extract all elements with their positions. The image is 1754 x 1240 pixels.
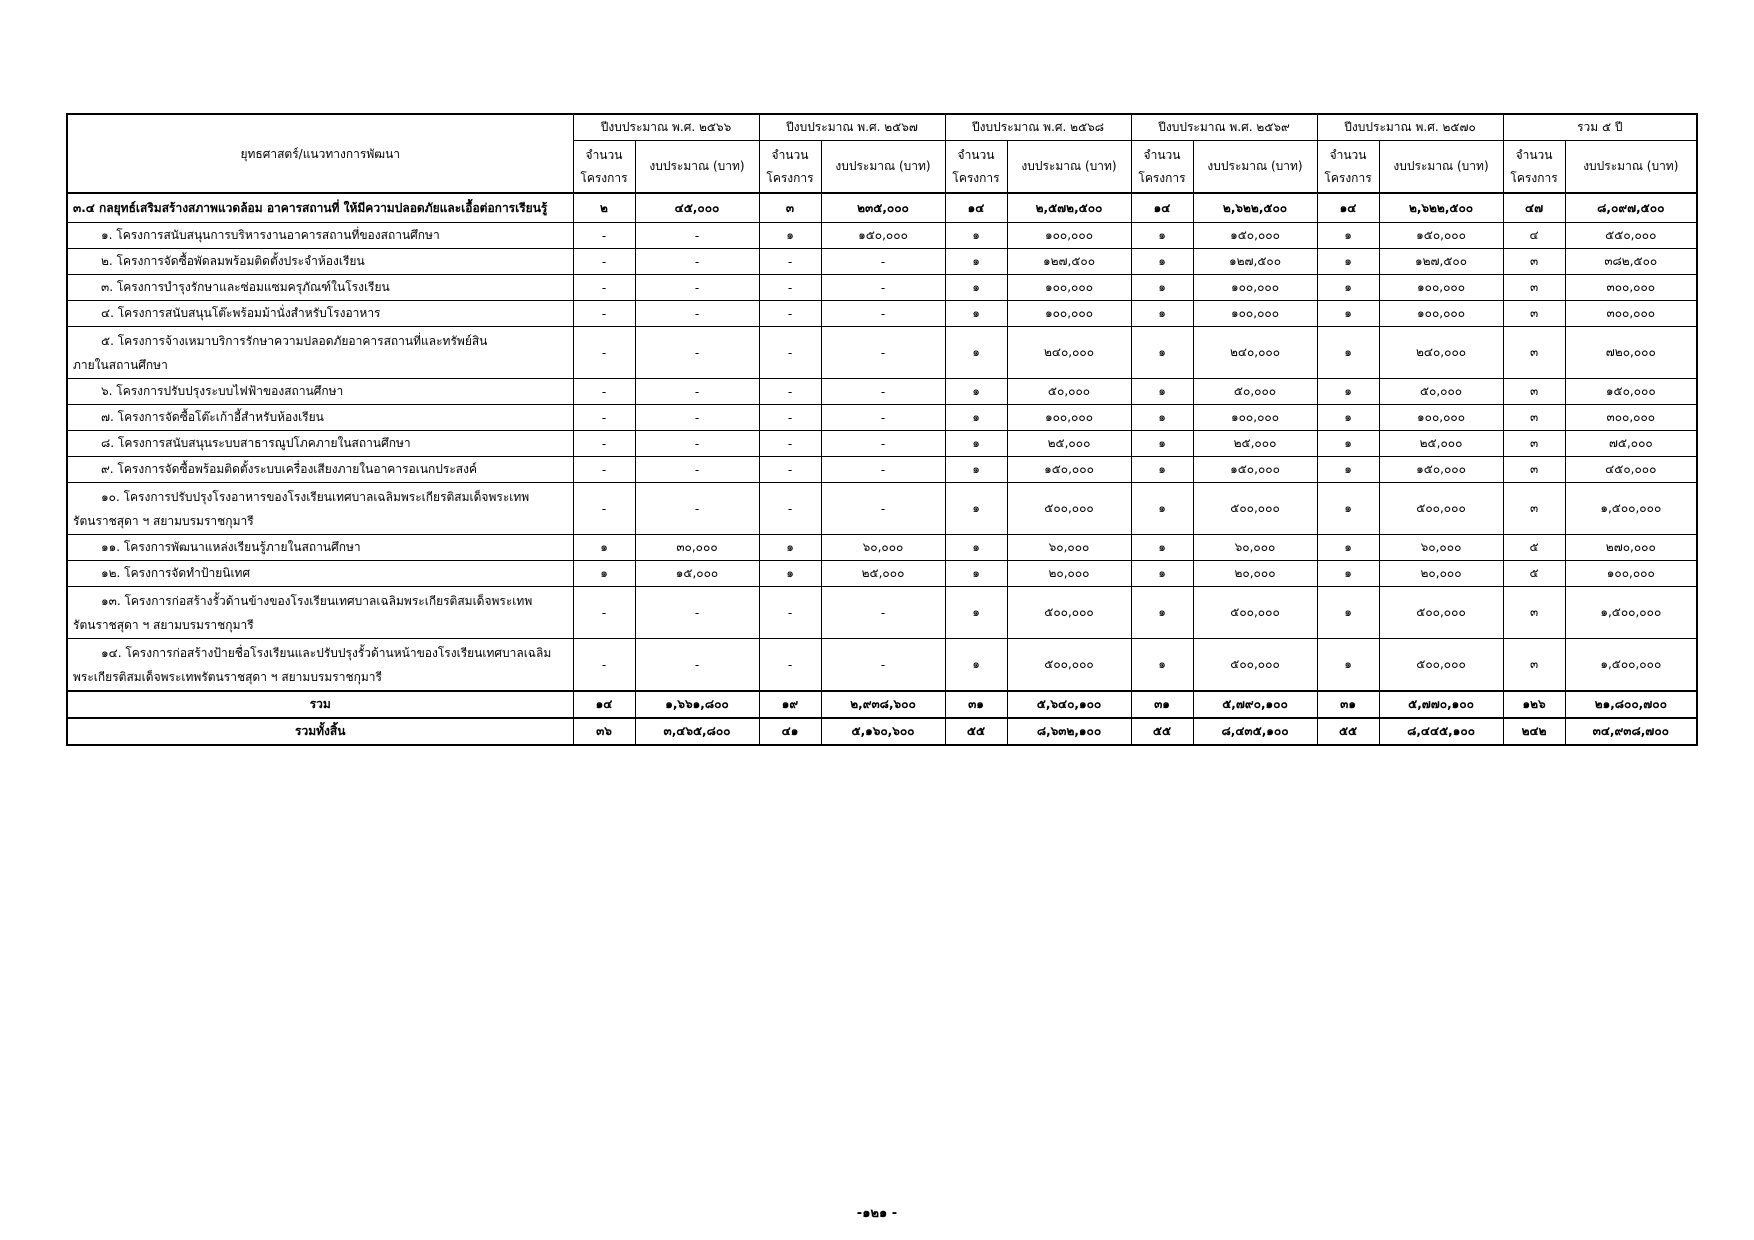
year-header: ปีงบประมาณ พ.ศ. ๒๕๗๐ — [1317, 114, 1503, 141]
project-count-cell: ๑๔ — [1131, 193, 1193, 223]
strategy-row — [67, 193, 1697, 223]
budget-cell: ๕๐,๐๐๐ — [1379, 379, 1503, 405]
project-count-cell: ๑๔ — [573, 691, 635, 718]
budget-cell: ๖๐,๐๐๐ — [1193, 535, 1317, 561]
project-count-cell: ๑ — [1131, 483, 1193, 535]
row-label — [67, 405, 573, 431]
budget-cell: ๓๐๐,๐๐๐ — [1565, 301, 1697, 327]
row-label-line2: รัตนราชสุดา ฯ สยามบรมราชกุมารี — [73, 617, 254, 632]
project-count-cell: ๑ — [1317, 249, 1379, 275]
budget-cell: - — [821, 483, 945, 535]
budget-cell: ๓๘๒,๕๐๐ — [1565, 249, 1697, 275]
project-count-cell: - — [573, 431, 635, 457]
project-count-cell: ๑ — [945, 327, 1007, 379]
project-row — [67, 457, 1697, 483]
budget-cell: - — [635, 301, 759, 327]
budget-cell: ๒,๙๓๘,๖๐๐ — [821, 691, 945, 718]
project-count-cell: ๓ — [759, 193, 821, 223]
budget-cell: ๒๗๐,๐๐๐ — [1565, 535, 1697, 561]
budget-cell: - — [821, 275, 945, 301]
budget-cell: ๑๕๐,๐๐๐ — [1193, 223, 1317, 249]
total-5-years-header: รวม ๕ ปี — [1503, 114, 1697, 141]
project-count-cell: ๑ — [945, 379, 1007, 405]
project-count-cell: ๓ — [1503, 431, 1565, 457]
project-count-cell: ๑ — [1131, 561, 1193, 587]
count-header — [759, 141, 821, 194]
budget-cell: ๓๔,๙๓๘,๗๐๐ — [1565, 718, 1697, 745]
project-row — [67, 275, 1697, 301]
project-count-cell: ๔ — [1503, 223, 1565, 249]
project-count-cell: - — [759, 457, 821, 483]
project-count-cell: ๓ — [1503, 249, 1565, 275]
budget-cell: ๔๕,๐๐๐ — [635, 193, 759, 223]
project-count-cell: - — [759, 379, 821, 405]
project-count-cell: ๓ — [1503, 379, 1565, 405]
row-label — [67, 379, 573, 405]
count-header-line2: โครงการ — [952, 170, 1000, 185]
row-label — [67, 193, 573, 223]
budget-cell: ๔๕๐,๐๐๐ — [1565, 457, 1697, 483]
project-count-cell: - — [573, 275, 635, 301]
budget-cell: ๑๐๐,๐๐๐ — [1193, 405, 1317, 431]
project-count-cell: ๓ — [1503, 457, 1565, 483]
project-count-cell: - — [573, 457, 635, 483]
project-count-cell: - — [573, 587, 635, 639]
row-label-text: ๑. โครงการสนับสนุนการบริหารงานอาคารสถานที่ของสถานศึกษา — [101, 228, 440, 242]
budget-cell: ๕๐๐,๐๐๐ — [1007, 587, 1131, 639]
project-count-cell: - — [573, 379, 635, 405]
row-label — [67, 249, 573, 275]
project-count-cell: - — [573, 639, 635, 692]
budget-cell: ๑๐๐,๐๐๐ — [1379, 405, 1503, 431]
budget-header: งบประมาณ (บาท) — [1565, 141, 1697, 194]
project-count-cell: ๑ — [945, 249, 1007, 275]
project-count-cell: ๑ — [945, 301, 1007, 327]
budget-cell: - — [635, 327, 759, 379]
project-count-cell: ๑ — [945, 535, 1007, 561]
budget-cell: - — [635, 223, 759, 249]
budget-cell: - — [821, 405, 945, 431]
budget-cell: - — [821, 639, 945, 692]
budget-cell: ๒,๖๒๒,๕๐๐ — [1379, 193, 1503, 223]
count-header-line1: จำนวน — [585, 147, 623, 162]
budget-cell: - — [635, 483, 759, 535]
project-count-cell: ๑ — [945, 639, 1007, 692]
project-count-cell: - — [573, 483, 635, 535]
budget-cell: ๑,๕๐๐,๐๐๐ — [1565, 587, 1697, 639]
project-count-cell: ๓ — [1503, 483, 1565, 535]
project-count-cell: ๑ — [1131, 535, 1193, 561]
budget-cell: ๕,๗๙๐,๑๐๐ — [1193, 691, 1317, 718]
count-header-line2: โครงการ — [580, 170, 628, 185]
budget-cell: ๑๒๗,๕๐๐ — [1007, 249, 1131, 275]
budget-cell: ๑๐๐,๐๐๐ — [1007, 405, 1131, 431]
row-label-text: รวมทั้งสิ้น — [295, 724, 346, 738]
count-header — [573, 141, 635, 194]
project-count-cell: ๑ — [1131, 223, 1193, 249]
project-count-cell: ๑ — [759, 561, 821, 587]
project-count-cell: ๓ — [1503, 275, 1565, 301]
project-count-cell: ๑ — [945, 223, 1007, 249]
budget-cell: ๑๐๐,๐๐๐ — [1379, 275, 1503, 301]
budget-cell: - — [821, 587, 945, 639]
project-count-cell: - — [573, 301, 635, 327]
budget-cell: ๑,๕๐๐,๐๐๐ — [1565, 483, 1697, 535]
budget-cell: ๓๐๐,๐๐๐ — [1565, 405, 1697, 431]
budget-cell: ๒,๖๒๒,๕๐๐ — [1193, 193, 1317, 223]
project-count-cell: ๔๑ — [759, 718, 821, 745]
year-header: ปีงบประมาณ พ.ศ. ๒๕๖๘ — [945, 114, 1131, 141]
row-label — [67, 483, 573, 535]
project-row — [67, 431, 1697, 457]
project-row — [67, 483, 1697, 535]
budget-cell: ๕๐๐,๐๐๐ — [1007, 639, 1131, 692]
project-count-cell: ๑ — [1317, 327, 1379, 379]
budget-cell: ๒๕,๐๐๐ — [1007, 431, 1131, 457]
count-header — [1131, 141, 1193, 194]
budget-cell: ๘,๔๔๕,๑๐๐ — [1379, 718, 1503, 745]
project-count-cell: - — [759, 275, 821, 301]
project-count-cell: - — [573, 249, 635, 275]
project-count-cell: - — [759, 431, 821, 457]
year-header: ปีงบประมาณ พ.ศ. ๒๕๖๙ — [1131, 114, 1317, 141]
project-count-cell: ๑ — [945, 275, 1007, 301]
row-label — [67, 639, 573, 692]
budget-cell: - — [635, 587, 759, 639]
project-count-cell: ๑ — [1131, 275, 1193, 301]
project-count-cell: ๑ — [759, 535, 821, 561]
project-count-cell: ๕๕ — [945, 718, 1007, 745]
row-label-line1: ๑๔. โครงการก่อสร้างป้ายชื่อโรงเรียนและปรับปรุงรั้วด้านหน้าของโรงเรียนเทศบาลเฉลิม — [101, 645, 552, 660]
budget-cell: - — [821, 431, 945, 457]
budget-cell: ๑๐๐,๐๐๐ — [1007, 301, 1131, 327]
strategy-header: ยุทธศาสตร์/แนวทางการพัฒนา — [67, 114, 573, 193]
row-label — [67, 301, 573, 327]
budget-cell: ๒๕,๐๐๐ — [1193, 431, 1317, 457]
project-count-cell: ๑ — [945, 587, 1007, 639]
budget-cell: ๒๔๐,๐๐๐ — [1007, 327, 1131, 379]
count-header-line1: จำนวน — [771, 147, 809, 162]
budget-cell: ๕,๖๔๐,๑๐๐ — [1007, 691, 1131, 718]
budget-cell: ๒๑,๘๐๐,๗๐๐ — [1565, 691, 1697, 718]
row-label — [67, 718, 573, 745]
project-count-cell: ๑๙ — [759, 691, 821, 718]
budget-cell: ๑๕,๐๐๐ — [635, 561, 759, 587]
budget-cell: - — [821, 249, 945, 275]
project-row — [67, 405, 1697, 431]
budget-cell: ๕๐๐,๐๐๐ — [1379, 587, 1503, 639]
project-count-cell: - — [759, 327, 821, 379]
row-label — [67, 275, 573, 301]
project-count-cell: ๑ — [1317, 275, 1379, 301]
count-header-line1: จำนวน — [1515, 147, 1553, 162]
project-count-cell: ๑ — [1131, 327, 1193, 379]
budget-cell: ๒๐,๐๐๐ — [1379, 561, 1503, 587]
grand-total-row — [67, 718, 1697, 745]
row-label-line2: รัตนราชสุดา ฯ สยามบรมราชกุมารี — [73, 513, 254, 528]
budget-cell: ๓๐,๐๐๐ — [635, 535, 759, 561]
budget-cell: ๖๐,๐๐๐ — [1007, 535, 1131, 561]
row-label-line1: ๑๐. โครงการปรับปรุงโรงอาหารของโรงเรียนเทศบาลเฉลิมพระเกียรติสมเด็จพระเทพ — [101, 489, 530, 504]
project-count-cell: ๑ — [1317, 561, 1379, 587]
page-number: -๑๒๑ - — [856, 1206, 898, 1221]
project-count-cell: ๕๕ — [1317, 718, 1379, 745]
project-count-cell: ๑ — [1317, 223, 1379, 249]
budget-cell: - — [821, 379, 945, 405]
row-label-text: ๘. โครงการสนับสนุนระบบสาธารณูปโภคภายในสถานศึกษา — [101, 436, 411, 450]
budget-cell: ๗๕,๐๐๐ — [1565, 431, 1697, 457]
project-count-cell: ๑ — [1317, 405, 1379, 431]
budget-cell: ๕๐๐,๐๐๐ — [1007, 483, 1131, 535]
project-count-cell: ๓ — [1503, 405, 1565, 431]
year-header: ปีงบประมาณ พ.ศ. ๒๕๖๖ — [573, 114, 759, 141]
budget-cell: ๑๕๐,๐๐๐ — [821, 223, 945, 249]
budget-cell: ๑๒๗,๕๐๐ — [1193, 249, 1317, 275]
year-header: ปีงบประมาณ พ.ศ. ๒๕๖๗ — [759, 114, 945, 141]
project-count-cell: ๑ — [1317, 587, 1379, 639]
project-count-cell: ๑ — [1131, 405, 1193, 431]
budget-cell: ๕๐๐,๐๐๐ — [1379, 639, 1503, 692]
budget-cell: ๒,๕๗๒,๕๐๐ — [1007, 193, 1131, 223]
project-count-cell: ๑๔ — [1317, 193, 1379, 223]
budget-header: งบประมาณ (บาท) — [1007, 141, 1131, 194]
row-label-text: ๓.๔ กลยุทธ์เสริมสร้างสภาพแวดล้อม อาคารสถานที่ ให้มีความปลอดภัยและเอื้อต่อการเรียนรู้ — [73, 200, 548, 215]
budget-cell: ๕๕๐,๐๐๐ — [1565, 223, 1697, 249]
row-label — [67, 587, 573, 639]
project-row — [67, 327, 1697, 379]
project-count-cell: ๑ — [1131, 431, 1193, 457]
budget-cell: ๑๐๐,๐๐๐ — [1007, 275, 1131, 301]
budget-cell: ๒๐,๐๐๐ — [1007, 561, 1131, 587]
project-count-cell: - — [759, 249, 821, 275]
budget-cell: ๕,๑๖๐,๖๐๐ — [821, 718, 945, 745]
budget-cell: ๘,๖๓๒,๑๐๐ — [1007, 718, 1131, 745]
project-count-cell: ๓ — [1503, 327, 1565, 379]
project-count-cell: ๑ — [945, 431, 1007, 457]
project-count-cell: ๕ — [1503, 535, 1565, 561]
budget-cell: ๑,๖๖๑,๘๐๐ — [635, 691, 759, 718]
budget-cell: ๑๐๐,๐๐๐ — [1565, 561, 1697, 587]
project-count-cell: ๒๔๒ — [1503, 718, 1565, 745]
row-label-text: ๒. โครงการจัดซื้อพัดลมพร้อมติดตั้งประจำห้องเรียน — [101, 254, 365, 268]
row-label — [67, 431, 573, 457]
budget-cell: ๘,๔๓๕,๑๐๐ — [1193, 718, 1317, 745]
budget-cell: ๓,๔๖๕,๘๐๐ — [635, 718, 759, 745]
project-count-cell: ๑ — [1131, 249, 1193, 275]
row-label-text: ๑๑. โครงการพัฒนาแหล่งเรียนรู้ภายในสถานศึกษา — [101, 540, 361, 554]
project-count-cell: ๑ — [945, 561, 1007, 587]
budget-table — [66, 113, 1698, 746]
budget-cell: - — [635, 379, 759, 405]
budget-cell: ๑๕๐,๐๐๐ — [1379, 223, 1503, 249]
budget-cell: ๑๐๐,๐๐๐ — [1193, 275, 1317, 301]
count-header-line2: โครงการ — [1510, 170, 1558, 185]
budget-header: งบประมาณ (บาท) — [635, 141, 759, 194]
project-count-cell: ๑๒๖ — [1503, 691, 1565, 718]
budget-cell: ๑๕๐,๐๐๐ — [1193, 457, 1317, 483]
count-header — [945, 141, 1007, 194]
project-count-cell: ๓ — [1503, 301, 1565, 327]
budget-cell: ๒๔๐,๐๐๐ — [1379, 327, 1503, 379]
project-count-cell: ๒ — [573, 193, 635, 223]
project-count-cell: ๑ — [573, 561, 635, 587]
project-count-cell: ๓๑ — [945, 691, 1007, 718]
budget-cell: - — [635, 457, 759, 483]
count-header-line1: จำนวน — [1143, 147, 1181, 162]
project-count-cell: ๑ — [1317, 639, 1379, 692]
project-row — [67, 561, 1697, 587]
budget-cell: - — [635, 431, 759, 457]
budget-cell: ๒๔๐,๐๐๐ — [1193, 327, 1317, 379]
project-count-cell: ๑๔ — [945, 193, 1007, 223]
project-count-cell: ๑ — [759, 223, 821, 249]
row-label-text: ๑๒. โครงการจัดทำป้ายนิเทศ — [101, 566, 251, 580]
budget-cell: ๑๐๐,๐๐๐ — [1193, 301, 1317, 327]
budget-cell: ๓๐๐,๐๐๐ — [1565, 275, 1697, 301]
budget-cell: ๑๕๐,๐๐๐ — [1007, 457, 1131, 483]
budget-header: งบประมาณ (บาท) — [1379, 141, 1503, 194]
row-label — [67, 457, 573, 483]
budget-cell: - — [821, 301, 945, 327]
budget-cell: ๖๐,๐๐๐ — [821, 535, 945, 561]
project-row — [67, 379, 1697, 405]
budget-cell: - — [635, 405, 759, 431]
budget-cell: ๑๐๐,๐๐๐ — [1007, 223, 1131, 249]
project-count-cell: ๑ — [945, 457, 1007, 483]
project-count-cell: ๓๑ — [1317, 691, 1379, 718]
project-count-cell: ๑ — [573, 535, 635, 561]
table-body — [67, 193, 1697, 745]
count-header — [1503, 141, 1565, 194]
project-count-cell: ๕ — [1503, 561, 1565, 587]
project-count-cell: - — [759, 483, 821, 535]
budget-cell: - — [821, 327, 945, 379]
project-count-cell: - — [759, 301, 821, 327]
row-label-line2: พระเกียรติสมเด็จพระเทพรัตนราชสุดา ฯ สยามบรมราชกุมารี — [73, 669, 382, 684]
budget-cell: ๑๕๐,๐๐๐ — [1565, 379, 1697, 405]
budget-cell: ๑,๕๐๐,๐๐๐ — [1565, 639, 1697, 692]
budget-cell: ๒๓๕,๐๐๐ — [821, 193, 945, 223]
budget-cell: - — [635, 639, 759, 692]
budget-header: งบประมาณ (บาท) — [1193, 141, 1317, 194]
row-label-text: รวม — [309, 697, 331, 711]
budget-cell: ๑๐๐,๐๐๐ — [1379, 301, 1503, 327]
total-row — [67, 691, 1697, 718]
budget-cell: ๒๕,๐๐๐ — [1379, 431, 1503, 457]
budget-cell: ๕๐,๐๐๐ — [1007, 379, 1131, 405]
project-row — [67, 587, 1697, 639]
budget-cell: ๕๐๐,๐๐๐ — [1379, 483, 1503, 535]
row-label-text: ๔. โครงการสนับสนุนโต๊ะพร้อมม้านั่งสำหรับโรงอาหาร — [101, 306, 381, 320]
budget-cell: ๒๕,๐๐๐ — [821, 561, 945, 587]
count-header-line2: โครงการ — [1324, 170, 1372, 185]
project-count-cell: ๑ — [1131, 457, 1193, 483]
budget-cell: ๖๐,๐๐๐ — [1379, 535, 1503, 561]
project-count-cell: ๔๗ — [1503, 193, 1565, 223]
budget-cell: ๘,๐๙๗,๕๐๐ — [1565, 193, 1697, 223]
row-label-line1: ๕. โครงการจ้างเหมาบริการรักษาความปลอดภัยอาคารสถานที่และทรัพย์สิน — [101, 333, 488, 348]
row-label-text: ๓. โครงการบำรุงรักษาและซ่อมแซมครุภัณฑ์ในโรงเรียน — [101, 280, 390, 294]
budget-cell: ๒๐,๐๐๐ — [1193, 561, 1317, 587]
row-label-text: ๖. โครงการปรับปรุงระบบไฟฟ้าของสถานศึกษา — [101, 384, 344, 398]
header-year-row — [67, 114, 1697, 141]
project-count-cell: ๑ — [1317, 379, 1379, 405]
project-row — [67, 301, 1697, 327]
row-label-line1: ๑๓. โครงการก่อสร้างรั้วด้านข้างของโรงเรียนเทศบาลเฉลิมพระเกียรติสมเด็จพระเทพ — [101, 593, 533, 608]
row-label-text: ๙. โครงการจัดซื้อพร้อมติดตั้งระบบเครื่องเสียงภายในอาคารอเนกประสงค์ — [101, 462, 478, 476]
project-count-cell: ๑ — [1317, 431, 1379, 457]
row-label-line2: ภายในสถานศึกษา — [73, 357, 168, 372]
budget-cell: - — [635, 249, 759, 275]
project-count-cell: - — [573, 405, 635, 431]
row-label — [67, 327, 573, 379]
budget-cell: - — [635, 275, 759, 301]
project-count-cell: ๑ — [1131, 301, 1193, 327]
project-count-cell: ๓ — [1503, 639, 1565, 692]
project-row — [67, 639, 1697, 692]
project-count-cell: ๓๖ — [573, 718, 635, 745]
budget-cell: ๕,๗๗๐,๑๐๐ — [1379, 691, 1503, 718]
project-count-cell: - — [573, 327, 635, 379]
row-label — [67, 535, 573, 561]
count-header-line1: จำนวน — [957, 147, 995, 162]
project-row — [67, 223, 1697, 249]
project-count-cell: ๕๕ — [1131, 718, 1193, 745]
count-header-line2: โครงการ — [1138, 170, 1186, 185]
project-count-cell: ๑ — [1131, 379, 1193, 405]
project-count-cell: ๓๑ — [1131, 691, 1193, 718]
budget-cell: ๕๐๐,๐๐๐ — [1193, 483, 1317, 535]
budget-cell: ๑๕๐,๐๐๐ — [1379, 457, 1503, 483]
budget-cell: ๗๒๐,๐๐๐ — [1565, 327, 1697, 379]
count-header — [1317, 141, 1379, 194]
project-count-cell: ๑ — [1131, 639, 1193, 692]
project-count-cell: ๑ — [1317, 457, 1379, 483]
project-count-cell: ๑ — [1317, 301, 1379, 327]
project-count-cell: - — [759, 639, 821, 692]
project-count-cell: ๑ — [1317, 535, 1379, 561]
budget-cell: ๕๐,๐๐๐ — [1193, 379, 1317, 405]
project-row — [67, 535, 1697, 561]
project-count-cell: ๑ — [1131, 587, 1193, 639]
project-count-cell: ๓ — [1503, 587, 1565, 639]
project-count-cell: ๑ — [945, 483, 1007, 535]
project-count-cell: - — [573, 223, 635, 249]
row-label-text: ๗. โครงการจัดซื้อโต๊ะเก้าอี้สำหรับห้องเรียน — [101, 410, 324, 424]
budget-cell: - — [821, 457, 945, 483]
budget-header: งบประมาณ (บาท) — [821, 141, 945, 194]
count-header-line1: จำนวน — [1329, 147, 1367, 162]
project-count-cell: ๑ — [945, 405, 1007, 431]
budget-cell: ๑๒๗,๕๐๐ — [1379, 249, 1503, 275]
budget-cell: ๕๐๐,๐๐๐ — [1193, 639, 1317, 692]
row-label — [67, 691, 573, 718]
budget-cell: ๕๐๐,๐๐๐ — [1193, 587, 1317, 639]
project-count-cell: - — [759, 405, 821, 431]
count-header-line2: โครงการ — [766, 170, 814, 185]
project-count-cell: - — [759, 587, 821, 639]
row-label — [67, 223, 573, 249]
project-row — [67, 249, 1697, 275]
project-count-cell: ๑ — [1317, 483, 1379, 535]
row-label — [67, 561, 573, 587]
